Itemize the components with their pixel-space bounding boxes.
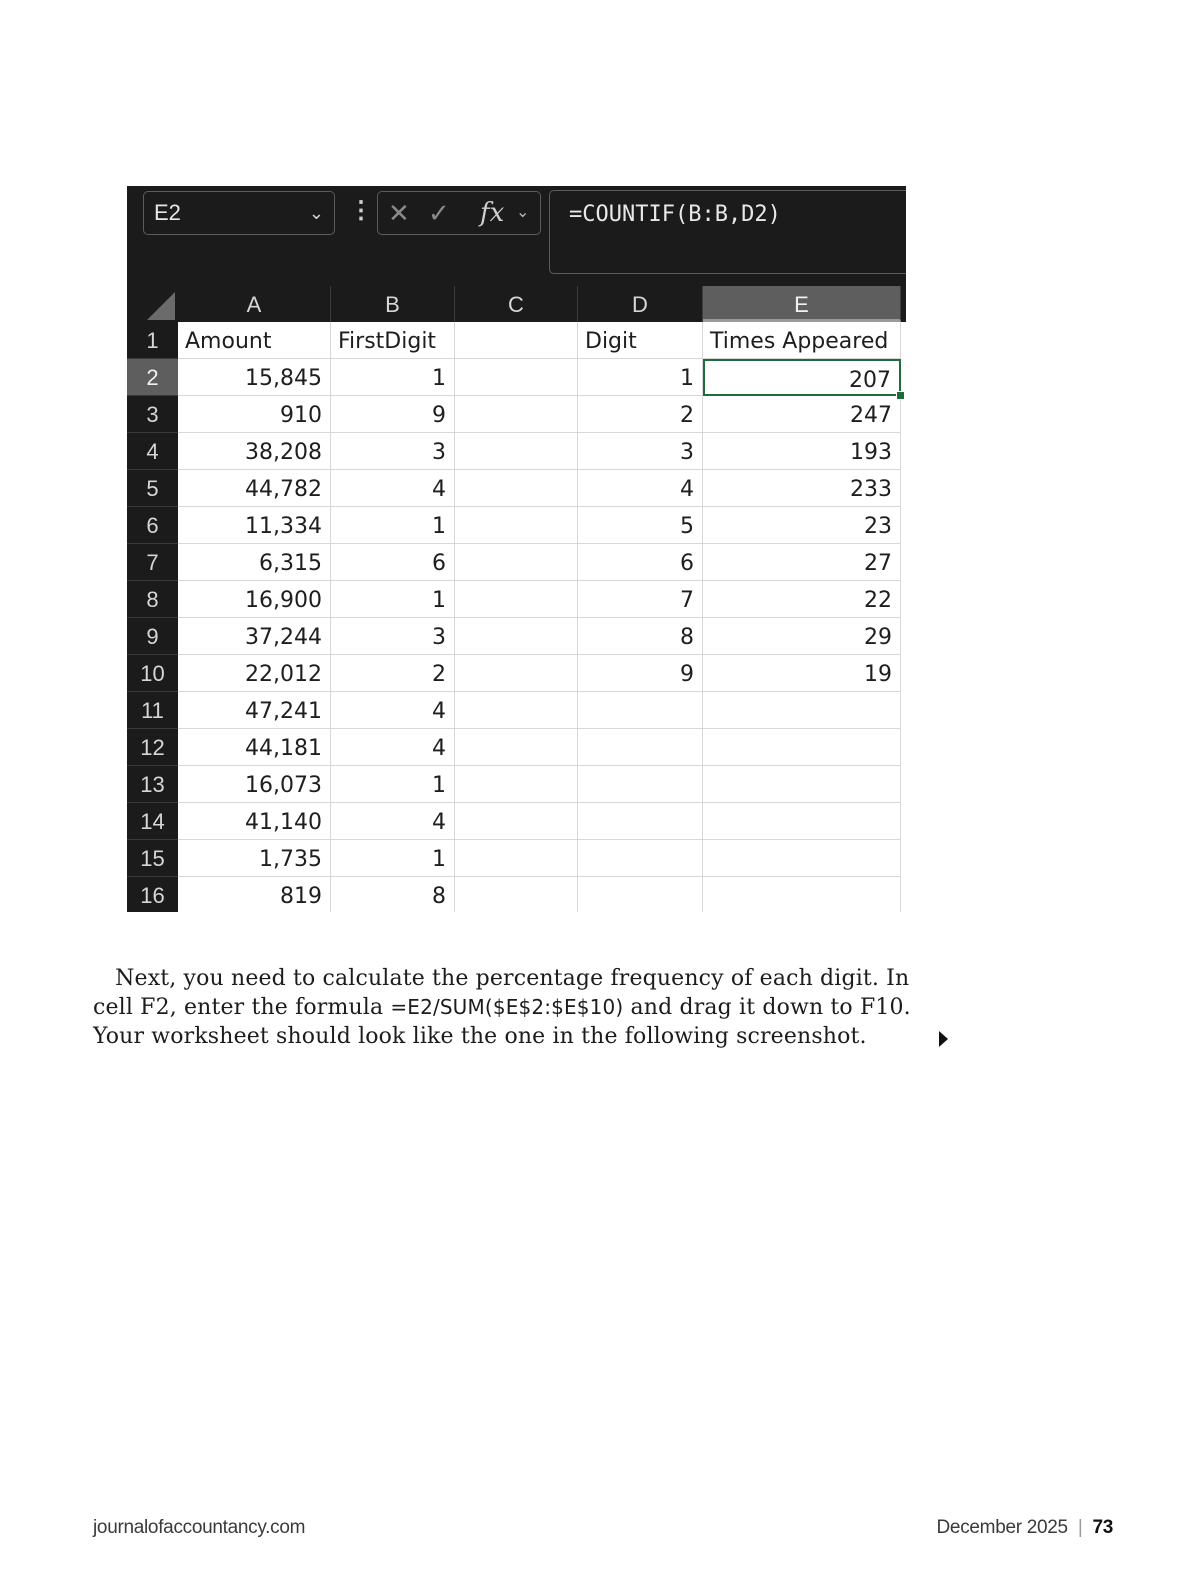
row-header[interactable]: 7 (127, 544, 178, 581)
data-cell[interactable]: 9 (578, 655, 703, 692)
formula-bar (127, 186, 906, 286)
data-cell[interactable]: 16,073 (178, 766, 331, 803)
paragraph-text: Next, you need to calculate the percentage frequency of each digit. In cell F2, enter the formula (93, 966, 910, 1020)
data-cell[interactable]: 207 (703, 359, 901, 396)
data-cell[interactable] (578, 692, 703, 729)
row-header[interactable]: 10 (127, 655, 178, 692)
data-cell[interactable]: 3 (331, 433, 455, 470)
data-cell[interactable] (703, 877, 901, 912)
data-cell[interactable] (578, 840, 703, 877)
row-header[interactable]: 2 (127, 359, 178, 396)
column-header-c[interactable]: C (455, 286, 578, 322)
data-cell[interactable] (703, 803, 901, 840)
data-cell[interactable]: 38,208 (178, 433, 331, 470)
column-header-e[interactable]: E (703, 286, 901, 322)
data-cell[interactable] (455, 766, 578, 803)
data-cell[interactable]: 4 (331, 729, 455, 766)
data-cell[interactable] (455, 692, 578, 729)
data-cell[interactable]: 16,900 (178, 581, 331, 618)
data-cell[interactable] (455, 396, 578, 433)
data-cell[interactable]: 3 (331, 618, 455, 655)
row-header[interactable]: 6 (127, 507, 178, 544)
data-cell[interactable]: 4 (331, 803, 455, 840)
footer-site: journalofaccountancy.com (93, 1517, 306, 1538)
header-cell[interactable]: Times Appeared (703, 322, 901, 359)
data-cell[interactable] (455, 840, 578, 877)
row-header[interactable]: 12 (127, 729, 178, 766)
header-cell[interactable]: Digit (578, 322, 703, 359)
data-cell[interactable] (455, 877, 578, 912)
data-cell[interactable]: 3 (578, 433, 703, 470)
data-cell[interactable] (455, 544, 578, 581)
data-cell[interactable]: 29 (703, 618, 901, 655)
body-paragraph (93, 964, 933, 1051)
data-cell[interactable]: 2 (331, 655, 455, 692)
data-cell[interactable] (455, 729, 578, 766)
row-header[interactable]: 1 (127, 322, 178, 359)
spreadsheet-screenshot (127, 186, 906, 912)
insert-function-icon[interactable]: fx (480, 198, 505, 228)
cell-grid (178, 322, 906, 912)
data-cell[interactable]: 233 (703, 470, 901, 507)
data-cell[interactable] (578, 803, 703, 840)
data-cell[interactable] (455, 618, 578, 655)
data-cell[interactable] (455, 655, 578, 692)
continue-arrow-icon (939, 1031, 948, 1047)
row-header[interactable]: 13 (127, 766, 178, 803)
header-cell[interactable]: Amount (178, 322, 331, 359)
data-cell[interactable] (703, 729, 901, 766)
column-header-d[interactable]: D (578, 286, 703, 322)
data-cell[interactable]: 1,735 (178, 840, 331, 877)
data-cell[interactable] (455, 581, 578, 618)
row-header[interactable]: 3 (127, 396, 178, 433)
checkmark-icon[interactable]: ✓ (428, 198, 450, 228)
column-header-b[interactable]: B (331, 286, 455, 322)
data-cell[interactable]: 22 (703, 581, 901, 618)
data-cell[interactable]: 27 (703, 544, 901, 581)
inline-formula: =E2/SUM($E$2:$E$10) (390, 995, 624, 1019)
row-header[interactable]: 8 (127, 581, 178, 618)
data-cell[interactable]: 1 (578, 359, 703, 396)
data-cell[interactable]: 8 (578, 618, 703, 655)
row-header-column (127, 322, 178, 912)
data-cell[interactable]: 193 (703, 433, 901, 470)
data-cell[interactable]: 9 (331, 396, 455, 433)
data-cell[interactable] (703, 692, 901, 729)
row-header[interactable]: 11 (127, 692, 178, 729)
column-header-row (127, 286, 906, 322)
data-cell[interactable] (703, 766, 901, 803)
row-header[interactable]: 15 (127, 840, 178, 877)
column-header-a[interactable]: A (178, 286, 331, 322)
data-cell[interactable]: 15,845 (178, 359, 331, 396)
data-cell[interactable] (455, 359, 578, 396)
data-cell[interactable]: 4 (578, 470, 703, 507)
data-cell[interactable] (455, 507, 578, 544)
row-header[interactable]: 5 (127, 470, 178, 507)
data-cell[interactable] (455, 803, 578, 840)
header-cell[interactable]: FirstDigit (331, 322, 455, 359)
row-header[interactable]: 14 (127, 803, 178, 840)
select-all-icon[interactable] (147, 292, 175, 320)
data-cell[interactable]: 8 (331, 877, 455, 912)
fill-handle[interactable] (896, 391, 905, 400)
data-cell[interactable]: 1 (331, 766, 455, 803)
worksheet-grid (127, 286, 906, 912)
data-cell[interactable]: 4 (331, 692, 455, 729)
paragraph-text-continued: and drag it down to F10. Your worksheet should look like the one in the following screenshot. (93, 995, 911, 1049)
data-cell[interactable]: 19 (703, 655, 901, 692)
data-cell[interactable]: 6,315 (178, 544, 331, 581)
data-cell[interactable]: 910 (178, 396, 331, 433)
data-cell[interactable] (578, 877, 703, 912)
data-cell[interactable]: 6 (578, 544, 703, 581)
data-cell[interactable]: 47,241 (178, 692, 331, 729)
data-cell[interactable]: 6 (331, 544, 455, 581)
row-header[interactable]: 4 (127, 433, 178, 470)
data-cell[interactable]: 37,244 (178, 618, 331, 655)
data-cell[interactable] (703, 840, 901, 877)
data-cell[interactable]: 1 (331, 359, 455, 396)
data-cell[interactable]: 7 (578, 581, 703, 618)
row-header[interactable]: 9 (127, 618, 178, 655)
data-cell[interactable]: 11,334 (178, 507, 331, 544)
more-options-icon[interactable]: ⋮ (349, 197, 373, 224)
data-cell[interactable]: 1 (331, 507, 455, 544)
row-header[interactable]: 16 (127, 877, 178, 912)
data-cell[interactable]: 22,012 (178, 655, 331, 692)
data-cell[interactable]: 5 (578, 507, 703, 544)
data-cell[interactable]: 1 (331, 840, 455, 877)
data-cell[interactable] (578, 766, 703, 803)
footer-page-info (937, 1517, 1113, 1539)
data-cell[interactable]: 44,782 (178, 470, 331, 507)
data-cell[interactable]: 247 (703, 396, 901, 433)
data-cell[interactable] (455, 470, 578, 507)
name-box-value: E2 (154, 200, 181, 225)
data-cell[interactable]: 23 (703, 507, 901, 544)
chevron-down-icon[interactable]: ⌄ (308, 203, 324, 223)
formula-controls (377, 191, 541, 235)
data-cell[interactable] (455, 433, 578, 470)
footer-date: December 2025 (936, 1517, 1068, 1538)
data-cell[interactable]: 2 (578, 396, 703, 433)
data-cell[interactable]: 4 (331, 470, 455, 507)
footer-separator: | (1077, 1517, 1083, 1538)
data-cell[interactable]: 1 (331, 581, 455, 618)
formula-input[interactable]: =COUNTIF(B:B,D2) (549, 190, 906, 274)
page-number: 73 (1092, 1517, 1113, 1538)
name-box[interactable] (143, 191, 335, 235)
chevron-down-icon[interactable]: ⌄ (516, 204, 530, 221)
data-cell[interactable]: 41,140 (178, 803, 331, 840)
header-cell[interactable] (455, 322, 578, 359)
data-cell[interactable] (578, 729, 703, 766)
data-cell[interactable]: 44,181 (178, 729, 331, 766)
cancel-icon[interactable]: ✕ (388, 198, 410, 228)
data-cell[interactable]: 819 (178, 877, 331, 912)
